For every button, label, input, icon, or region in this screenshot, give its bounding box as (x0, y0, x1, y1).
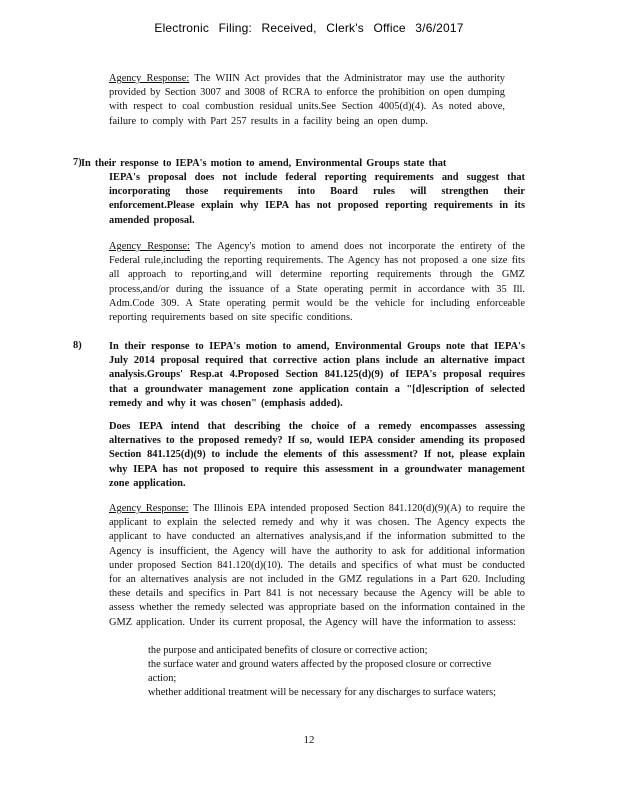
agency-response-label: Agency Response: (109, 241, 190, 252)
list-item: the purpose and anticipated benefits of closure or corrective action; (148, 645, 428, 656)
question-7-lead: In their response to IEPA's motion to amend, Environmental Groups state that (81, 158, 447, 169)
response-8-text: The Illinois EPA intended proposed Section 841.120(d)(9)(A) to require the applicant to explain the selected remedy and why it was chosen. The Agency expects the applicant to have conducted an alternatives analysis,and if the information submitted to the Agency is insufficient, the Agency will have the authority to ask for additional information under proposed Section 841.120(d)(10). The details and specifics of what must be conducted for an alternatives analysis are not included in the GMZ regulations in a Part 620. Including these details and specifics in Part 841 is not necessary because the Agency will be able to assess whether the remedy selected was appropriate based on the information contained in the GMZ application. Under its current proposal, the Agency will have the information to assess: (109, 503, 525, 628)
filing-header: Electronic Filing: Received, Clerk's Office 3/6/2017 (154, 21, 464, 35)
question-8-text: In their response to IEPA's motion to amend, Environmental Groups note that IEPA's July 2014 proposal required that corrective action plans include an alternative impact analysis.Groups' Resp.at 4.Proposed Section 841.125(d)(9) of IEPA's proposal requires that a groundwater management zone application contain a "[d]escription of selected remedy and why it was chosen" (emphasis added). (109, 341, 525, 409)
agency-response-label: Agency Response: (109, 73, 190, 84)
question-7-number: 7) (73, 157, 82, 168)
question-7-text: IEPA's proposal does not include federal reporting requirements and suggest that incorporating those requirements into Board rules will strengthen their enforcement.Please explain why IEPA has not proposed reporting requirements in its amended proposal. (109, 172, 525, 226)
page-number: 12 (303, 734, 315, 746)
list-item: whether additional treatment will be necessary for any discharges to surface waters; (148, 687, 497, 698)
question-8-followup: Does IEPA intend that describing the choice of a remedy encompasses assessing alternatives to the proposed remedy? If so, would IEPA consider amending its proposed Section 841.125(d)(9) to include the elements of this assessment? If not, please explain why IEPA has not proposed to require this assessment in a groundwater management zone application. (109, 421, 525, 489)
response-6 (109, 72, 505, 129)
list-item: the surface water and ground waters affected by the proposed closure or corrective action; (148, 659, 492, 685)
response-8 (109, 502, 525, 630)
response-6-text: The WIIN Act provides that the Administrator may use the authority provided by Section 3007 and 3008 of RCRA to enforce the prohibition on open dumping with respect to coal combustion residual units.See Section 4005(d)(4). As noted above, failure to comply with Part 257 results in a facility being an open dump. (109, 73, 505, 127)
response-7 (109, 240, 525, 325)
response-7-text: The Agency's motion to amend does not incorporate the entirety of the Federal rule,including the reporting requirements. The Agency has not proposed a one size fits all approach to reporting,and will determine reporting requirements through the GMZ process,and/or during the issuance of a State operating permit in accordance with 35 Ill. Adm.Code 309. A State operating permit would be the vehicle for including enforceable reporting requirements based on site specific conditions. (109, 241, 525, 324)
question-8-number: 8) (73, 340, 82, 351)
agency-response-label: Agency Response: (109, 503, 189, 514)
